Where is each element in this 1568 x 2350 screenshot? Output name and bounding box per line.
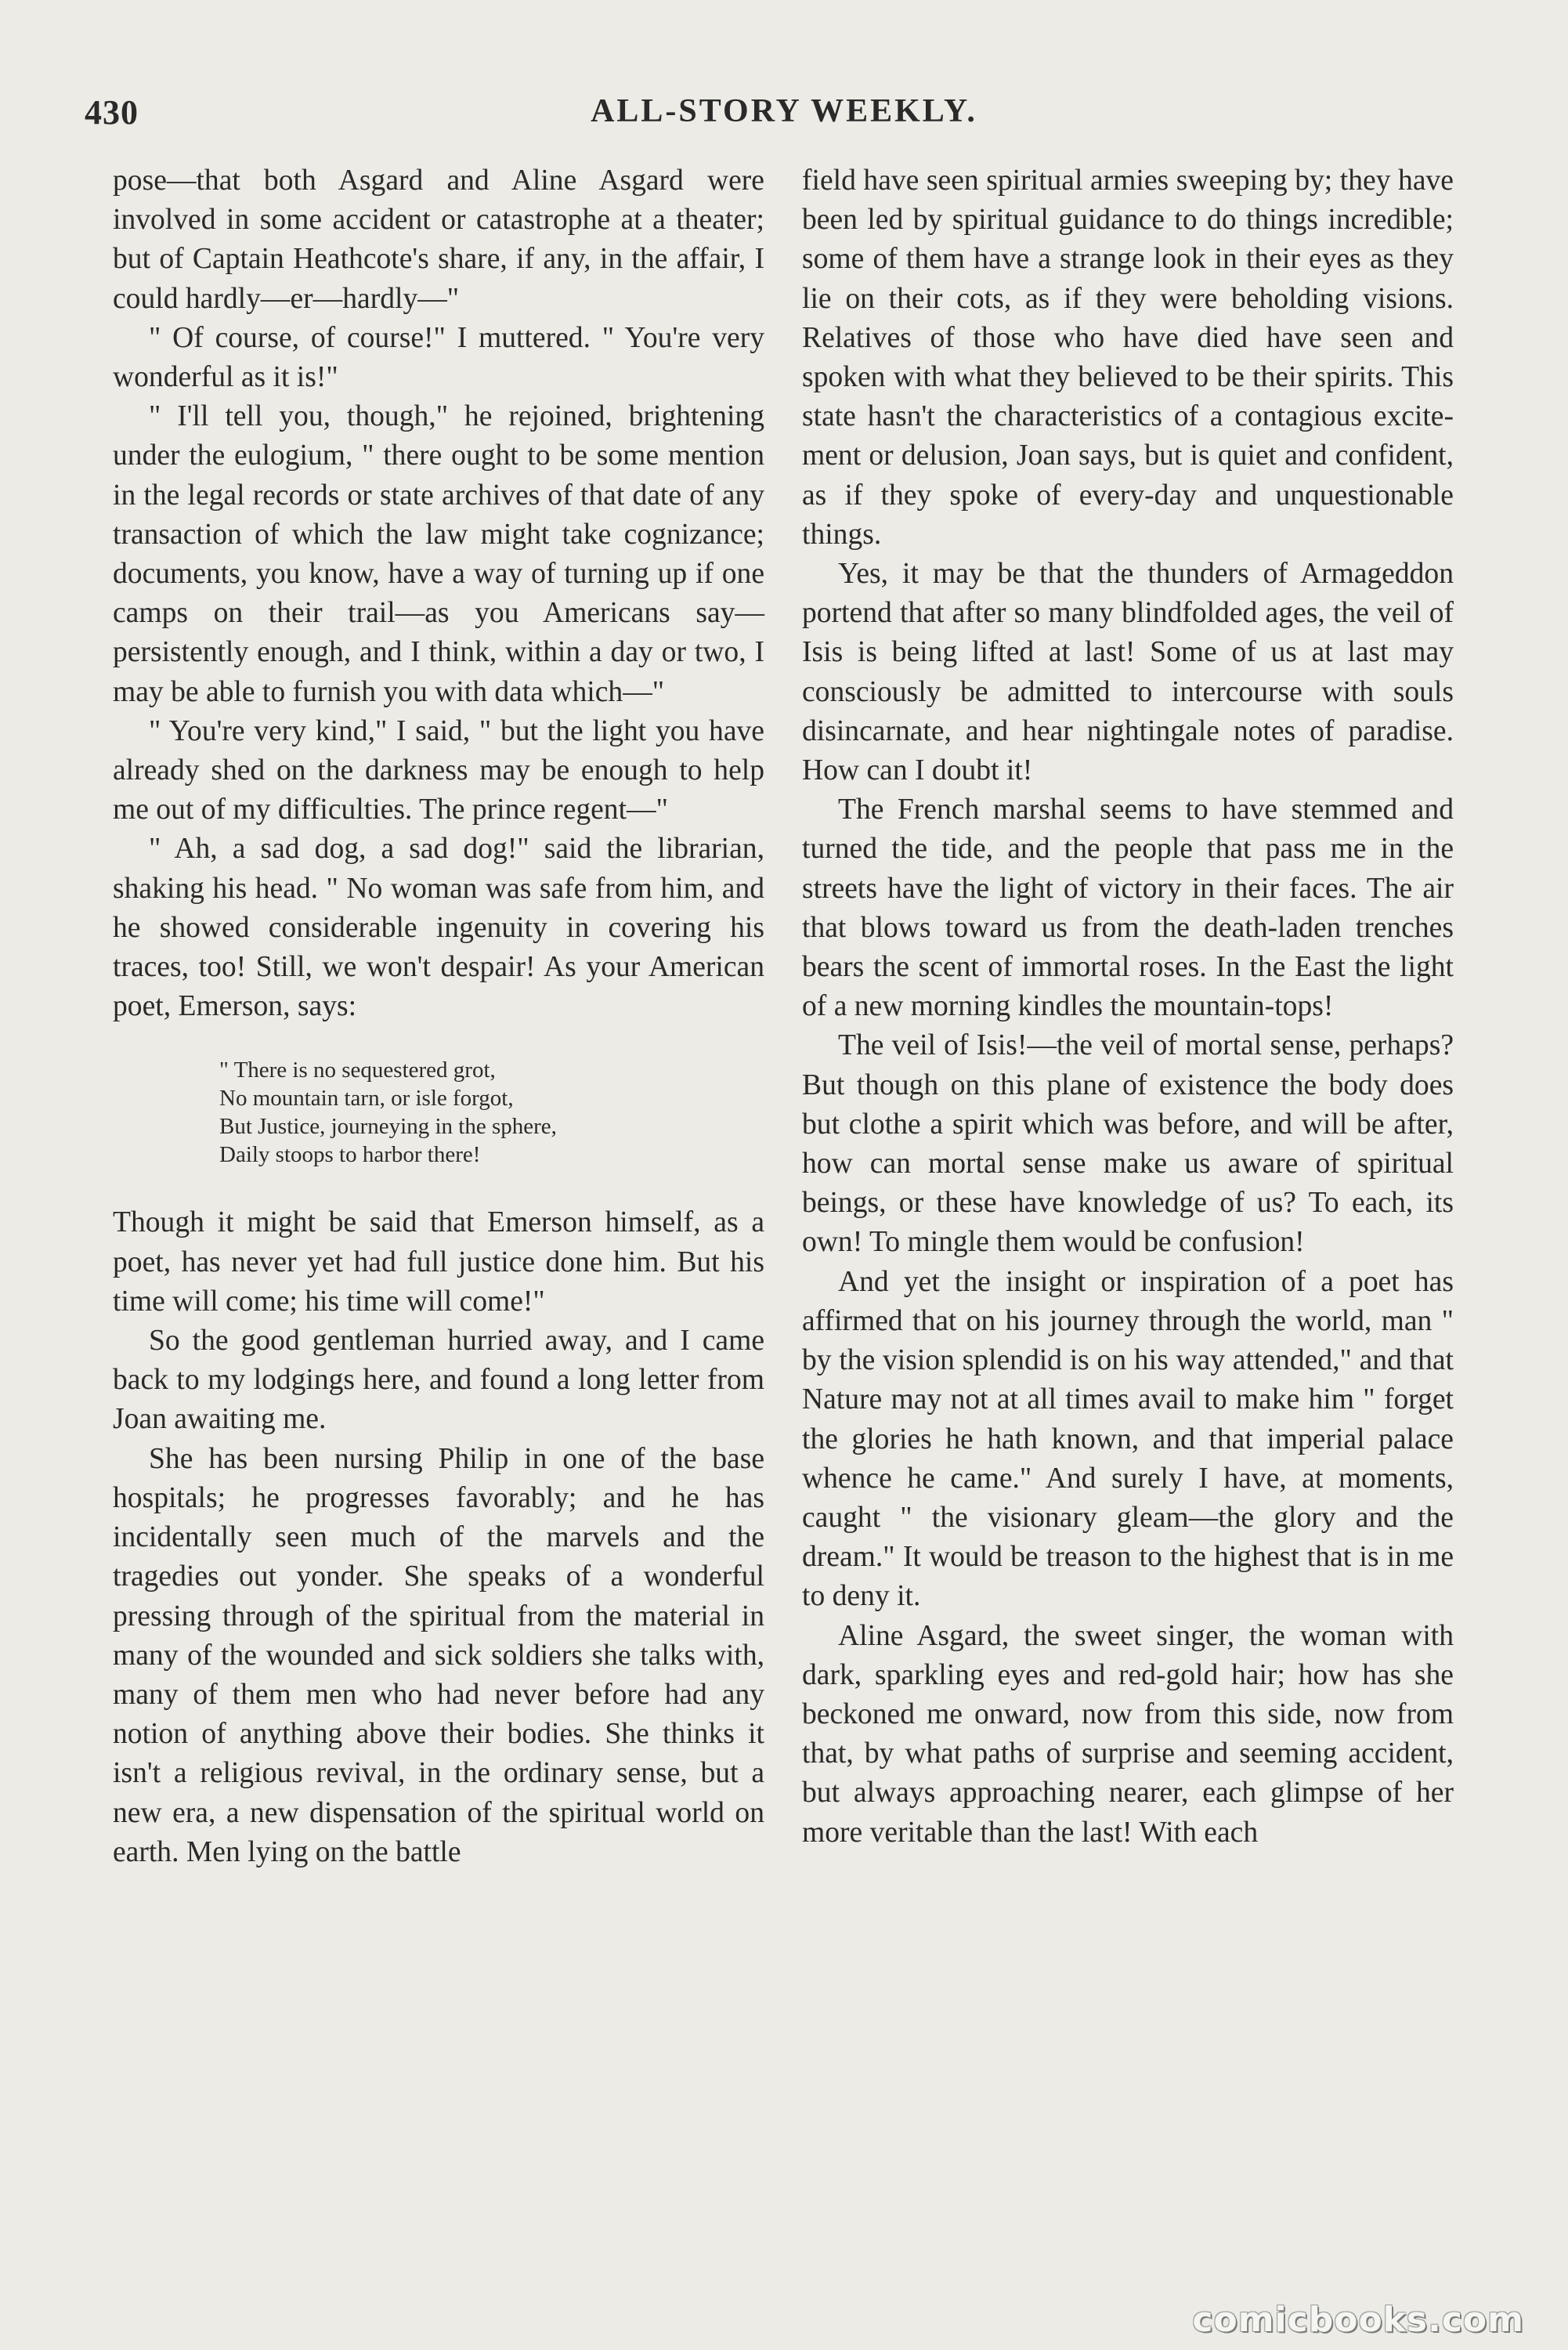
- paragraph: " Ah, a sad dog, a sad dog!" said the librarian, shaking his head. " No woman was safe from him, and he showed considerable ingenuity in covering his traces, too! Still, we won't despair! As your American poet, Emerson, says:: [113, 833, 764, 1023]
- poem-line: But Justice, journeying in the sphere,: [219, 1114, 557, 1140]
- paragraph: pose—that both Asgard and Aline Asgard were involved in some accident or catastrophe at a theater; but of Captain Heathcote's share, if any, in the affair, I could hardly—er—hardly—": [113, 164, 764, 315]
- paragraph: Though it might be said that Emerson himself, as a poet, has never yet had full justice done him. But his time will come; his time will come!": [113, 1206, 764, 1318]
- paragraph: " I'll tell you, though," he rejoined, brightening under the eulogium, " there ought to be some mention in the legal records or state archives of that date of any transaction of which the law might take cognizance; documents, you know, have a way of turning up if one camps on their trail—as you Americans say—persistently enough, and I think, within a day or two, I may be able to furnish you with data which—": [113, 400, 764, 708]
- paragraph: " You're very kind," I said, " but the light you have already shed on the darkness may be enough to help me out of my difficulties. The prince regent—": [113, 714, 764, 826]
- paragraph: So the good gentleman hurried away, and I came back to my lodgings here, and found a long letter from Joan awaiting me.: [113, 1325, 764, 1436]
- paragraph: The veil of Isis!—the veil of mortal sense, perhaps? But though on this plane of existence the body does but clothe a spirit which was before, and will be after, how can mortal sense make us aware of spiritual beings, or these have knowledge of us? To each, its own! To mingle them would be confusion!: [802, 1029, 1454, 1259]
- right-column: [802, 161, 1454, 1853]
- paragraph: field have seen spiritual armies sweeping by; they have been led by spiritual guidance to do things incredible; some of them have a strange look in their eyes as they lie on their cots, as if they were beholding visions. Relatives of those who have died have seen and spoken with what they believed to be their spirits. This state hasn't the characteristics of a contagious excitement or delusion, Joan says, but is quiet and confident, as if they spoke of every-day and unquestionable things.: [802, 164, 1454, 551]
- page-number: 430: [85, 93, 139, 132]
- watermark-logo: comicbooks.com: [1192, 2300, 1524, 2340]
- paragraph: " Of course, of course!" I muttered. " You're very wonderful as it is!": [113, 321, 764, 394]
- poem-line: " There is no sequestered grot,: [219, 1058, 496, 1083]
- paragraph: She has been nursing Philip in one of the base hospitals; he progresses favorably; and he has incidentally seen much of the marvels and the tragedies out yonder. She speaks of a wonderful pressing through of the spiritual from the material in many of the wounded and sick soldiers she talks with, many of them men who had never before had any notion of anything above their bodies. She thinks it isn't a religious revival, in the ordinary sense, but a new era, a new dispensation of the spiritual world on earth. Men lying on the battle: [113, 1442, 764, 1868]
- poem-line: Daily stoops to harbor there!: [219, 1142, 481, 1168]
- paragraph: And yet the insight or inspiration of a poet has affirmed that on his journey through the world, man " by the vision splendid is on his way attended," and that Nature may not at all times avail to make him " forget the glories he hath known, and that imperial palace whence he came." And surely I have, at moments, caught " the visionary gleam—the glory and the dream." It would be treason to the highest that is in me to deny it.: [802, 1265, 1454, 1613]
- poem-quote: [219, 1056, 764, 1169]
- paragraph: Yes, it may be that the thunders of Armageddon portend that after so many blindfolded ages, the veil of Isis is being lifted at last! Some of us at last may consciously be admitted to intercourse with souls disincarnate, and hear nightingale notes of paradise. How can I doubt it!: [802, 558, 1454, 787]
- running-title: ALL-STORY WEEKLY.: [591, 93, 977, 129]
- left-column: [113, 161, 764, 1872]
- paragraph: Aline Asgard, the sweet singer, the woman with dark, sparkling eyes and red-gold hair; how has she beckoned me onward, now from this side, now from that, by what paths of surprise and seeming accident, but always approaching nearer, each glimpse of her more veritable than the last! With each: [802, 1619, 1454, 1849]
- poem-line: No mountain tarn, or isle forgot,: [219, 1086, 514, 1112]
- paragraph: The French marshal seems to have stemmed and turned the tide, and the people that pass me in the streets have the light of victory in their faces. The air that blows toward us from the death-laden trenches bears the scent of immortal roses. In the East the light of a new morning kindles the mountain-tops!: [802, 794, 1454, 1023]
